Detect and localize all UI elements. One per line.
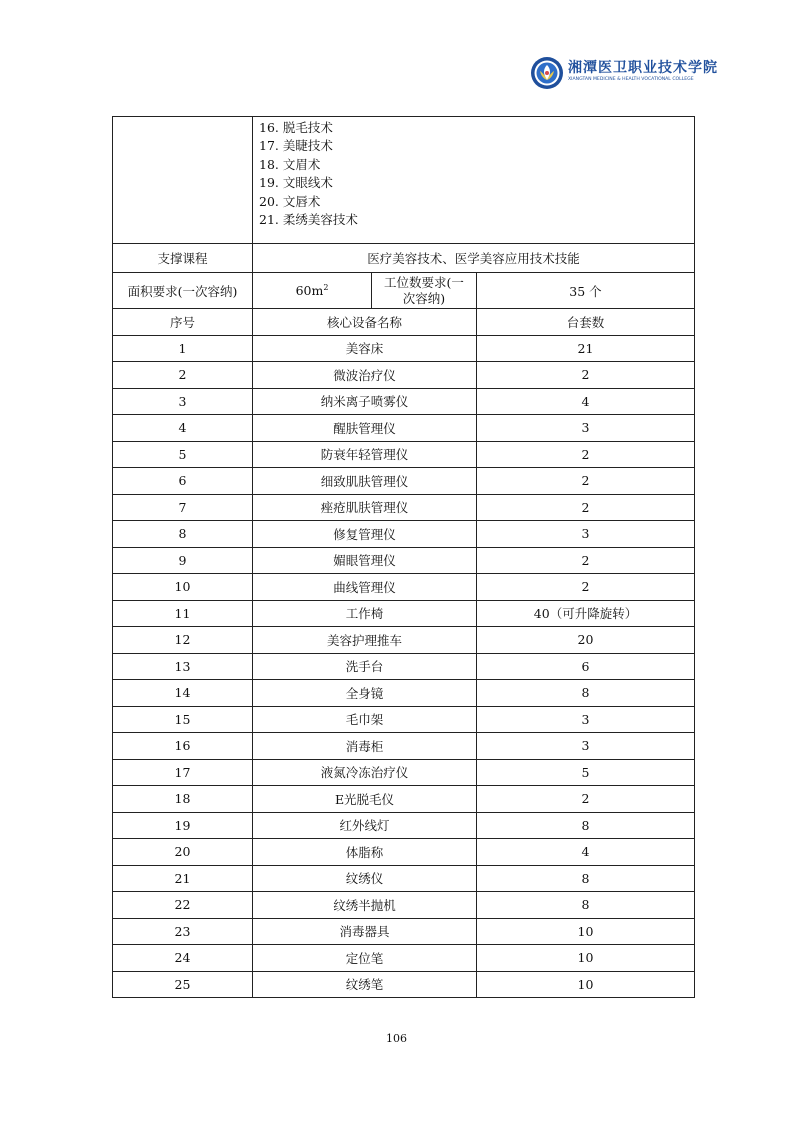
school-logo	[530, 56, 718, 90]
row-seq: 6	[113, 468, 253, 495]
table-row	[113, 733, 695, 760]
row-count: 8	[477, 680, 695, 707]
row-count: 3	[477, 733, 695, 760]
row-count: 3	[477, 415, 695, 442]
row-count: 3	[477, 706, 695, 733]
table-row	[113, 945, 695, 972]
row-count: 4	[477, 839, 695, 866]
row-equipment-name: 消毒器具	[253, 918, 477, 945]
row-equipment-name: 修复管理仪	[253, 521, 477, 548]
row-equipment-name: 定位笔	[253, 945, 477, 972]
row-equipment-name: 微波治疗仪	[253, 362, 477, 389]
row-equipment-name: 消毒柜	[253, 733, 477, 760]
table-row	[113, 892, 695, 919]
table-row	[113, 600, 695, 627]
row-equipment-name: 纹绣笔	[253, 971, 477, 998]
row-count: 4	[477, 388, 695, 415]
row-seq: 23	[113, 918, 253, 945]
row-count: 10	[477, 971, 695, 998]
row-equipment-name: 纳米离子喷雾仪	[253, 388, 477, 415]
row-equipment-name: 红外线灯	[253, 812, 477, 839]
row-count: 2	[477, 574, 695, 601]
row-equipment-name: 全身镜	[253, 680, 477, 707]
school-emblem-icon	[530, 56, 564, 90]
row-count: 10	[477, 918, 695, 945]
station-label: 工位数要求(一 次容纳)	[372, 273, 477, 309]
table-row	[113, 335, 695, 362]
row-equipment-name: 美容护理推车	[253, 627, 477, 654]
table-row	[113, 812, 695, 839]
row-equipment-name: 洗手台	[253, 653, 477, 680]
row-count: 10	[477, 945, 695, 972]
table-row	[113, 441, 695, 468]
column-header-row	[113, 309, 695, 336]
row-seq: 2	[113, 362, 253, 389]
area-row	[113, 273, 695, 309]
technique-item: 17. 美睫技术	[259, 138, 333, 154]
row-equipment-name: 曲线管理仪	[253, 574, 477, 601]
page-number: 106	[386, 1032, 407, 1045]
row-seq: 24	[113, 945, 253, 972]
table-row	[113, 521, 695, 548]
row-seq: 14	[113, 680, 253, 707]
row-count: 2	[477, 786, 695, 813]
technique-item: 18. 文眉术	[259, 156, 321, 172]
table-row	[113, 388, 695, 415]
row-count: 2	[477, 547, 695, 574]
row-seq: 9	[113, 547, 253, 574]
row-count: 2	[477, 468, 695, 495]
row-seq: 22	[113, 892, 253, 919]
row-equipment-name: 防衰年轻管理仪	[253, 441, 477, 468]
row-seq: 4	[113, 415, 253, 442]
table-row	[113, 362, 695, 389]
row-seq: 1	[113, 335, 253, 362]
column-header-seq: 序号	[113, 309, 253, 336]
table-row	[113, 574, 695, 601]
equipment-table	[112, 116, 695, 998]
school-name-en: XIANGTAN MEDICINE & HEALTH VOCATIONAL COLLEGE	[568, 77, 694, 82]
row-equipment-name: 醒肤管理仪	[253, 415, 477, 442]
table-row	[113, 415, 695, 442]
technique-item: 21. 柔绣美容技术	[259, 211, 358, 227]
technique-item: 20. 文唇术	[259, 193, 321, 209]
row-count: 8	[477, 865, 695, 892]
row-equipment-name: 美容床	[253, 335, 477, 362]
row-count: 5	[477, 759, 695, 786]
table-row	[113, 918, 695, 945]
row-seq: 13	[113, 653, 253, 680]
table-row	[113, 786, 695, 813]
row-seq: 11	[113, 600, 253, 627]
support-course-label: 支撑课程	[113, 244, 253, 273]
table-row	[113, 653, 695, 680]
row-equipment-name: 液氮冷冻治疗仪	[253, 759, 477, 786]
row-equipment-name: 媚眼管理仪	[253, 547, 477, 574]
technique-item: 19. 文眼线术	[259, 175, 333, 191]
row-seq: 20	[113, 839, 253, 866]
support-course-row	[113, 244, 695, 273]
row-count: 2	[477, 362, 695, 389]
row-count: 6	[477, 653, 695, 680]
column-header-count: 台套数	[477, 309, 695, 336]
table-row	[113, 627, 695, 654]
techniques-label-cell	[113, 117, 253, 244]
row-count: 21	[477, 335, 695, 362]
row-seq: 8	[113, 521, 253, 548]
row-equipment-name: 体脂称	[253, 839, 477, 866]
row-equipment-name: 毛巾架	[253, 706, 477, 733]
row-seq: 3	[113, 388, 253, 415]
row-equipment-name: 细致肌肤管理仪	[253, 468, 477, 495]
row-seq: 5	[113, 441, 253, 468]
column-header-name: 核心设备名称	[253, 309, 477, 336]
table-row	[113, 759, 695, 786]
row-seq: 16	[113, 733, 253, 760]
table-row	[113, 680, 695, 707]
row-equipment-name: 纹绣仪	[253, 865, 477, 892]
table-row	[113, 706, 695, 733]
table-row	[113, 547, 695, 574]
row-count: 20	[477, 627, 695, 654]
techniques-list	[253, 117, 695, 244]
technique-item: 16. 脱毛技术	[259, 120, 333, 135]
row-count: 2	[477, 494, 695, 521]
row-seq: 12	[113, 627, 253, 654]
row-seq: 17	[113, 759, 253, 786]
row-seq: 25	[113, 971, 253, 998]
area-label: 面积要求(一次容纳)	[113, 273, 253, 309]
row-equipment-name: 工作椅	[253, 600, 477, 627]
row-count: 8	[477, 892, 695, 919]
table-row	[113, 494, 695, 521]
row-equipment-name: 纹绣半抛机	[253, 892, 477, 919]
row-count: 40（可升降旋转）	[477, 600, 695, 627]
row-equipment-name: 痤疮肌肤管理仪	[253, 494, 477, 521]
row-seq: 10	[113, 574, 253, 601]
table-row	[113, 971, 695, 998]
support-course-value: 医疗美容技术、医学美容应用技术技能	[253, 244, 695, 273]
school-name: 湘潭医卫职业技术学院	[568, 60, 718, 76]
row-count: 3	[477, 521, 695, 548]
row-count: 2	[477, 441, 695, 468]
row-seq: 21	[113, 865, 253, 892]
station-value: 35 个	[477, 273, 695, 309]
row-seq: 19	[113, 812, 253, 839]
techniques-row	[113, 117, 695, 244]
table-row	[113, 468, 695, 495]
row-count: 8	[477, 812, 695, 839]
table-row	[113, 865, 695, 892]
area-value: $60m^2$	[253, 273, 372, 309]
table-row	[113, 839, 695, 866]
row-seq: 18	[113, 786, 253, 813]
row-equipment-name: E光脱毛仪	[253, 786, 477, 813]
row-seq: 7	[113, 494, 253, 521]
row-seq: 15	[113, 706, 253, 733]
